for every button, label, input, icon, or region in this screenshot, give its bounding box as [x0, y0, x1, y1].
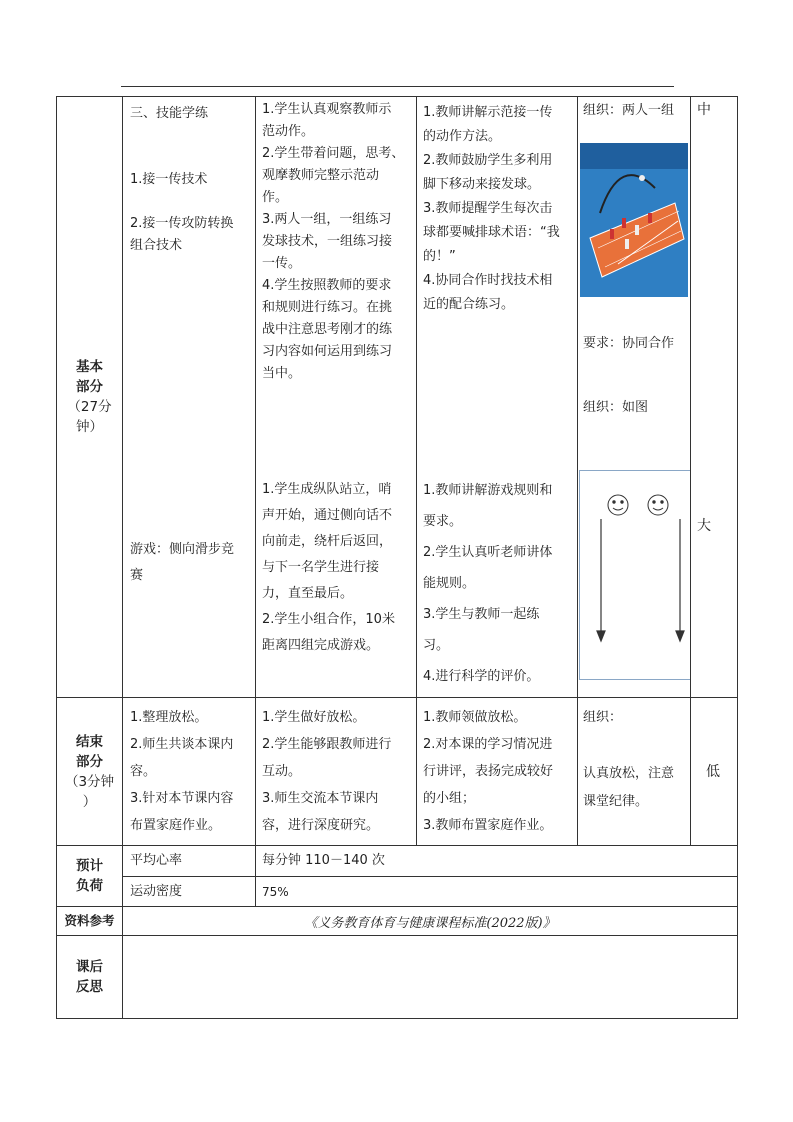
end-student-text: 1.学生做好放松。 2.学生能够跟教师进行 互动。 3.师生交流本节课内 容，进行深度研究。	[262, 710, 392, 833]
org-top-text: 组织：两人一组	[583, 103, 675, 118]
intensity-medium: 中	[697, 102, 711, 118]
down-arrow-icon	[597, 519, 684, 641]
reflection-value-cell[interactable]	[122, 935, 738, 1019]
density-name: 运动密度	[130, 884, 183, 899]
skill-student-text: 1.学生认真观察教师示 范动作。 2.学生带着问题，思考、 观摩教师完整示范动 作。 3.两人一组，一组练习 发球技术，一组练习接 一传。 4.学生按照教师的要求 和规则进行练习。在挑 战中注意思考刚才的练 习内容如何运用到练习 当中。	[262, 102, 405, 381]
density-value: 75%	[262, 885, 289, 899]
end-teacher-text: 1.教师领做放松。 2.对本课的学习情况进 行讲评，表扬完成较好 的小组； 3.教师布置家庭作业。	[423, 710, 554, 833]
basic-part-label	[56, 96, 123, 698]
end-teacher-cell	[416, 697, 578, 846]
volleyball-court-image	[580, 143, 688, 297]
load-label-text: 预计 负荷	[76, 858, 103, 894]
end-org-cell	[577, 697, 691, 846]
reference-label-text: 资料参考	[64, 913, 115, 928]
basic-label-duration: （27分 钟）	[67, 399, 112, 435]
basic-label-title: 基本 部分	[76, 359, 103, 395]
end-intensity-cell	[690, 697, 738, 846]
load-label	[56, 845, 123, 907]
heart-rate-name: 平均心率	[130, 853, 183, 868]
reference-label	[56, 906, 123, 936]
end-label-title: 结束 部分	[76, 733, 103, 770]
header-rule	[121, 86, 674, 87]
basic-org-cell	[577, 96, 691, 698]
org-figure-text: 组织：如图	[583, 400, 649, 415]
reference-value: 《义务教育体育与健康课程标准(2022版)》	[304, 915, 556, 931]
basic-content-cell	[122, 96, 256, 698]
end-org-text: 组织： 认真放松，注意 课堂纪律。	[583, 710, 675, 809]
end-content-cell	[122, 697, 256, 846]
reflection-label	[56, 935, 123, 1019]
heart-rate-value: 每分钟 110－140 次	[262, 853, 385, 868]
basic-teacher-cell	[416, 96, 578, 698]
heart-rate-value-cell	[255, 845, 738, 877]
game-content-text: 游戏：侧向滑步竞 赛	[130, 542, 235, 583]
basic-student-cell	[255, 96, 417, 698]
smiley-face-icon	[608, 495, 668, 515]
game-teacher-text: 1.教师讲解游戏规则和 要求。 2.学生认真听老师讲体 能规则。 3.学生与教师一起练 习。 4.进行科学的评价。	[423, 483, 553, 684]
reference-value-cell	[122, 906, 738, 936]
end-content-text: 1.整理放松。 2.师生共谈本课内 容。 3.针对本节课内容 布置家庭作业。	[130, 710, 234, 833]
skill-content-text: 三、技能学练 1.接一传技术 2.接一传攻防转换 组合技术	[130, 106, 234, 253]
org-requirement-text: 要求：协同合作	[583, 336, 675, 351]
reflection-label-text: 课后 反思	[76, 959, 103, 995]
end-label-duration: （3分钟 ）	[64, 773, 115, 810]
relay-diagram	[579, 470, 691, 680]
intensity-low: 低	[706, 764, 720, 780]
density-name-cell	[122, 876, 256, 907]
game-student-text: 1.学生成纵队站立，哨 声开始，通过侧向话不 向前走，绕杆后返回， 与下一名学生进行接 力，直至最后。 2.学生小组合作，10米 距离四组完成游戏。	[262, 482, 395, 653]
density-value-cell	[255, 876, 738, 907]
intensity-high: 大	[697, 518, 711, 534]
heart-rate-name-cell	[122, 845, 256, 877]
skill-teacher-text: 1.教师讲解示范接一传 的动作方法。 2.教师鼓励学生多利用 脚下移动来接发球。 3.教师提醒学生每次击 球都要喊排球术语：“我 的！” 4.协同合作时找技术相 近的配合练习。	[423, 105, 560, 312]
basic-intensity-cell	[690, 96, 738, 698]
end-part-label	[56, 697, 123, 846]
end-student-cell	[255, 697, 417, 846]
